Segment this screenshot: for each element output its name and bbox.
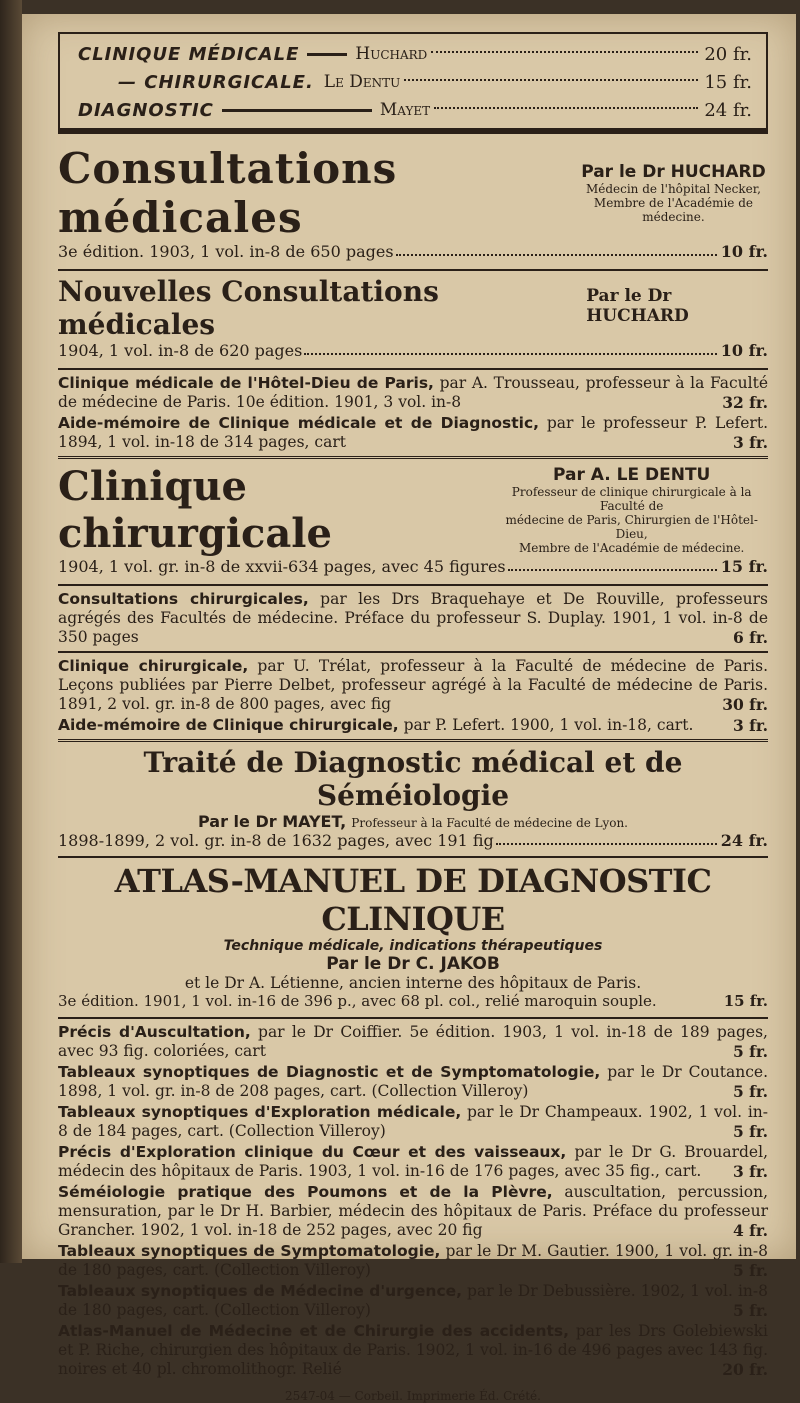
entry-price: 20 fr. [722, 1360, 768, 1379]
catalog-entry [58, 1322, 768, 1379]
header-row [78, 68, 752, 96]
catalog-entry [58, 590, 768, 647]
catalog-entry [58, 1063, 768, 1101]
entry-text: par A. Trousseau, professeur à la Faculté de médecine de Paris. 10e édition. 1901, 3 vol. in-8 [58, 374, 769, 411]
catalog-entry [58, 414, 768, 452]
catalog-entry [58, 657, 768, 714]
atlas-edition: 3e édition. 1901, 1 vol. in-16 de 396 p., avec 68 pl. col., relié maroquin souple. 15 fr. [58, 992, 768, 1010]
header-row [78, 40, 752, 68]
entry-text: par le Dr Champeaux. 1902, 1 vol. in-8 de 184 pages, cart. (Collection Villeroy) [58, 1103, 768, 1140]
atlas-author: Par le Dr C. JAKOB [326, 954, 500, 974]
catalog-entry [58, 716, 768, 735]
chir-sub2: médecine de Paris, Chirurgien de l'Hôtel-Dieu, [505, 513, 758, 541]
header-price: 20 fr. [704, 43, 752, 65]
entry-title: Tableaux synoptiques de Médecine d'urgence, [58, 1282, 463, 1300]
book-spine-edge [0, 0, 22, 1263]
entry-text: par les Drs Golebiewski et P. Riche, chirurgien des hôpitaux de Paris. 1902, 1 vol. in-16 de 496 pages avec 143 fig. noires et 40 pl. chromolithogr. Relié [58, 1322, 769, 1378]
entry-price: 5 fr. [733, 1261, 768, 1280]
entry-price: 5 fr. [733, 1301, 768, 1320]
atlas-coauthor: et le Dr A. Létienne, ancien interne des hôpitaux de Paris. [184, 974, 642, 992]
header-label: CLINIQUE MÉDICALE [78, 43, 300, 65]
entry-text: par le Dr Debussière. 1902, 1 vol. in-8 de 180 pages, cart. (Collection Villeroy) [58, 1282, 768, 1319]
entry-text: par le Dr Coiffier. 5e édition. 1903, 1 vol. in-18 de 189 pages, avec 93 fig. coloriées, cart [58, 1023, 768, 1060]
entry-text: par P. Lefert. 1900, 1 vol. in-18, cart. [398, 716, 694, 734]
nouvelles-title: Nouvelles Consultations médicales [58, 275, 439, 341]
entry-title: Précis d'Exploration clinique du Cœur et des vaisseaux, [58, 1143, 567, 1161]
entry-price: 4 fr. [733, 1221, 768, 1240]
consult-sub2: Membre de l'Académie de médecine. [593, 196, 753, 224]
entry-text: par U. Trélat, professeur à la Faculté de médecine de Paris. Leçons publiées par Pierre Delbet, professeur agrégé à la Faculté de médecine de Paris. 1891, 2 vol. gr. in-8 de 800 pages, avec fig [58, 657, 769, 713]
consult-sub1: Médecin de l'hôpital Necker, [585, 182, 761, 196]
header-price: 24 fr. [704, 99, 752, 121]
catalog-entry [58, 1143, 768, 1181]
entry-price: 6 fr. [733, 628, 768, 647]
entry-text: par le Dr M. Gautier. 1900, 1 vol. gr. in-8 de 180 pages, cart. (Collection Villeroy) [58, 1242, 768, 1279]
nouvelles-author: Par le Dr HUCHARD [586, 286, 689, 326]
header-price: 15 fr. [704, 71, 752, 93]
header-author: Huchard [355, 44, 428, 64]
chir-title: Clinique chirurgicale [58, 463, 332, 557]
chir-heading [58, 463, 768, 557]
entry-title: Atlas-Manuel de Médecine et de Chirurgie des accidents, [58, 1322, 570, 1340]
entry-price: 32 fr. [722, 393, 768, 412]
entry-title: Tableaux synoptiques de Symptomatologie, [58, 1242, 441, 1260]
chir-author: Par A. LE DENTU [553, 465, 711, 485]
header-author: Le Dentu [323, 72, 401, 92]
header-box [58, 32, 768, 134]
header-row [78, 96, 752, 124]
entry-price: 3 fr. [733, 1162, 768, 1181]
entry-text: par le Dr Coutance. 1898, 1 vol. gr. in-8 de 208 pages, cart. (Collection Villeroy) [58, 1063, 768, 1100]
entry-price: 5 fr. [733, 1122, 768, 1141]
entry-title: Tableaux synoptiques de Diagnostic et de Symptomatologie, [58, 1063, 601, 1081]
chir-sub1: Professeur de clinique chirurgicale à la Faculté de [511, 485, 752, 513]
entry-price: 3 fr. [733, 716, 768, 735]
catalog-entry [58, 1242, 768, 1280]
entry-text: par les Drs Braquehaye et De Rouville, professeurs agrégés des Facultés de médecine. Préface du professeur S. Duplay. 1901, 1 vol. in-8 de 350 pages [58, 590, 768, 646]
entry-price: 5 fr. [733, 1042, 768, 1061]
entry-price: 30 fr. [722, 695, 768, 714]
printer-footer: 2547-04 — Corbeil. Imprimerie Éd. Crété. [285, 1389, 541, 1403]
catalog-entry [58, 1103, 768, 1141]
consult-author: Par le Dr HUCHARD [581, 162, 766, 182]
chir-edition: 1904, 1 vol. gr. in-8 de xxvii-634 pages, avec 45 figures 15 fr. [58, 557, 768, 576]
catalog-entry [58, 1183, 768, 1240]
entry-title: Aide-mémoire de Clinique chirurgicale, [58, 716, 399, 734]
catalog-page [22, 14, 796, 1403]
header-label: — CHIRURGICALE. [118, 71, 314, 93]
entry-text: auscultation, percussion, mensuration, par le Dr H. Barbier, médecin des hôpitaux de Paris. Préface du professeur Grancher. 1902, 1 vol. in-18 de 252 pages, avec 20 fig [58, 1183, 769, 1239]
traite-edition: 1898-1899, 2 vol. gr. in-8 de 1632 pages, avec 191 fig 24 fr. [58, 831, 768, 850]
entry-text: par le professeur P. Lefert. 1894, 1 vol. in-18 de 314 pages, cart [58, 414, 768, 451]
nouvelles-heading [58, 275, 768, 341]
consult-edition: 3e édition. 1903, 1 vol. in-8 de 650 pages 10 fr. [58, 242, 768, 261]
entry-title: Clinique chirurgicale, [58, 657, 249, 675]
entry-price: 5 fr. [733, 1082, 768, 1101]
entry-title: Consultations chirurgicales, [58, 590, 309, 608]
consult-title: Consultations médicales [58, 144, 398, 242]
entry-title: Tableaux synoptiques d'Exploration médicale, [58, 1103, 462, 1121]
atlas-title: ATLAS-MANUEL DE DIAGNOSTIC CLINIQUE [114, 862, 712, 938]
entry-title: Clinique médicale de l'Hôtel-Dieu de Paris, [58, 374, 434, 392]
traite-author-line: Par le Dr MAYET, Professeur à la Faculté de médecine de Lyon. [197, 812, 628, 831]
entry-title: Aide-mémoire de Clinique médicale et de Diagnostic, [58, 414, 540, 432]
header-author: Mayet [379, 100, 431, 120]
catalog-entry [58, 1282, 768, 1320]
entry-title: Précis d'Auscultation, [58, 1023, 251, 1041]
atlas-subtitle: Technique médicale, indications thérapeutiques [223, 938, 603, 954]
entry-price: 3 fr. [733, 433, 768, 452]
entry-text: par le Dr G. Brouardel, médecin des hôpitaux de Paris. 1903, 1 vol. in-16 de 176 pages, avec 35 fig., cart. [58, 1143, 768, 1180]
catalog-entry [58, 1023, 768, 1061]
entry-title: Séméiologie pratique des Poumons et de la Plèvre, [58, 1183, 553, 1201]
chir-sub3: Membre de l'Académie de médecine. [519, 541, 745, 555]
consult-heading [58, 144, 768, 242]
traite-title: Traité de Diagnostic médical et de Séméiologie [143, 746, 683, 812]
header-label: DIAGNOSTIC [78, 99, 214, 121]
nouvelles-edition: 1904, 1 vol. in-8 de 620 pages 10 fr. [58, 341, 768, 360]
catalog-entry [58, 374, 768, 412]
